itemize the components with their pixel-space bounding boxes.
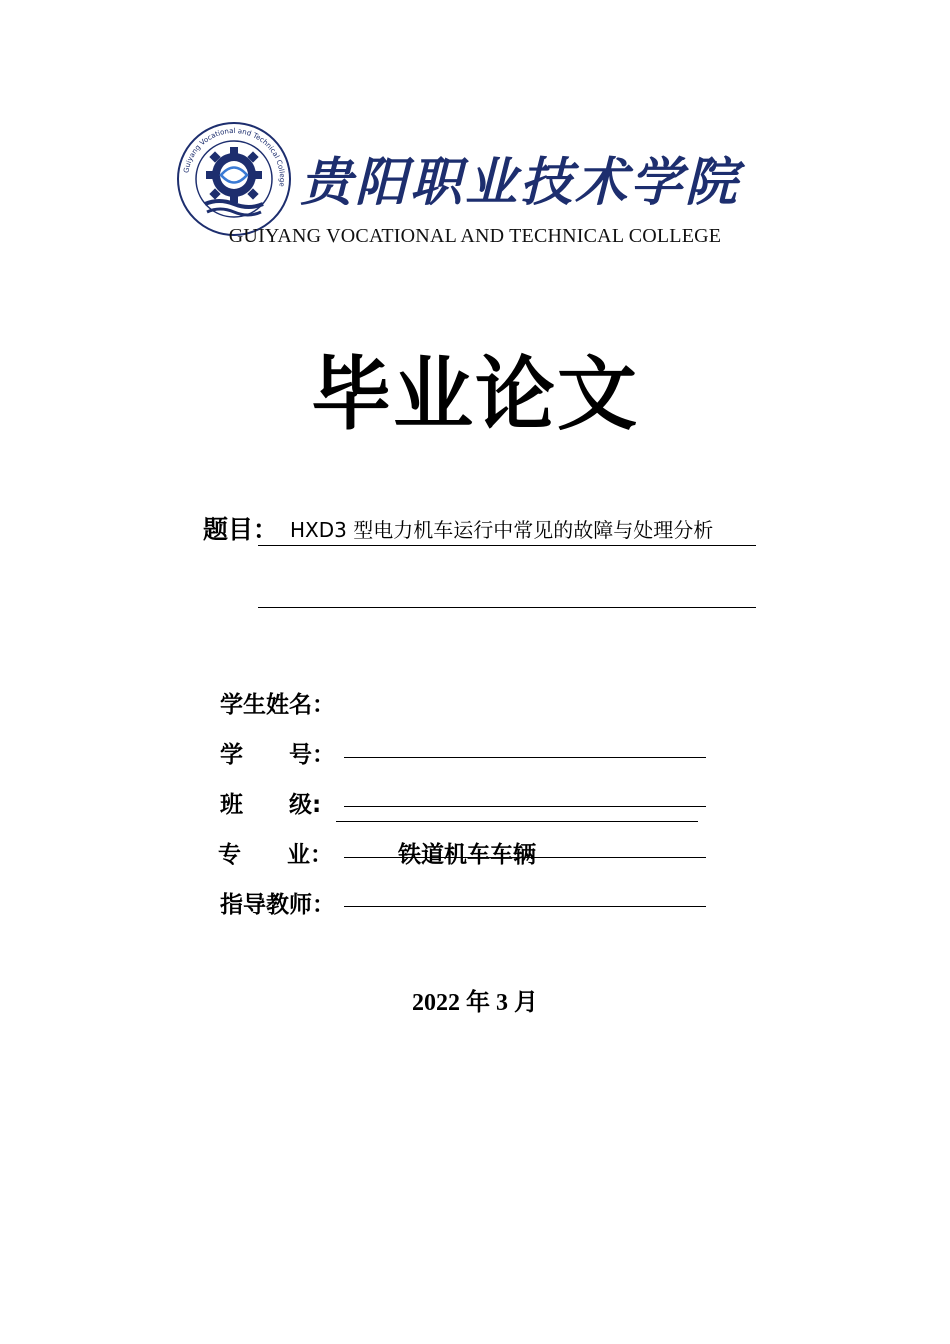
- topic-underline-1: [258, 545, 756, 546]
- page-title: 毕业论文: [311, 348, 639, 441]
- advisor-label: 指导教师：: [220, 892, 335, 918]
- seal-text: Guiyang Vocational and Technical College: [182, 126, 287, 188]
- topic-value: HXD3 型电力机车运行中常见的故障与处理分析: [290, 518, 714, 542]
- major-underline: [344, 857, 706, 858]
- class-label: 班 级:: [220, 792, 322, 818]
- gear-seal-icon: [175, 120, 293, 238]
- advisor-underline: [344, 906, 706, 907]
- class-underline: [344, 806, 706, 807]
- college-name-english: GUIYANG VOCATIONAL AND TECHNICAL COLLEGE: [228, 225, 722, 247]
- class-underline-extra: [336, 821, 698, 822]
- date: 2022 年 3 月: [412, 990, 538, 1016]
- topic-label: 题目：: [203, 515, 279, 544]
- major-value: 铁道机车车辆: [398, 842, 536, 868]
- student-id-label: 学 号：: [220, 742, 335, 768]
- major-label: 专 业：: [218, 842, 333, 868]
- student-id-underline: [344, 757, 706, 758]
- college-calligraphy-logo: 贵阳职业技术学院: [300, 152, 741, 213]
- student-name-label: 学生姓名：: [220, 692, 335, 718]
- topic-underline-2: [258, 607, 756, 608]
